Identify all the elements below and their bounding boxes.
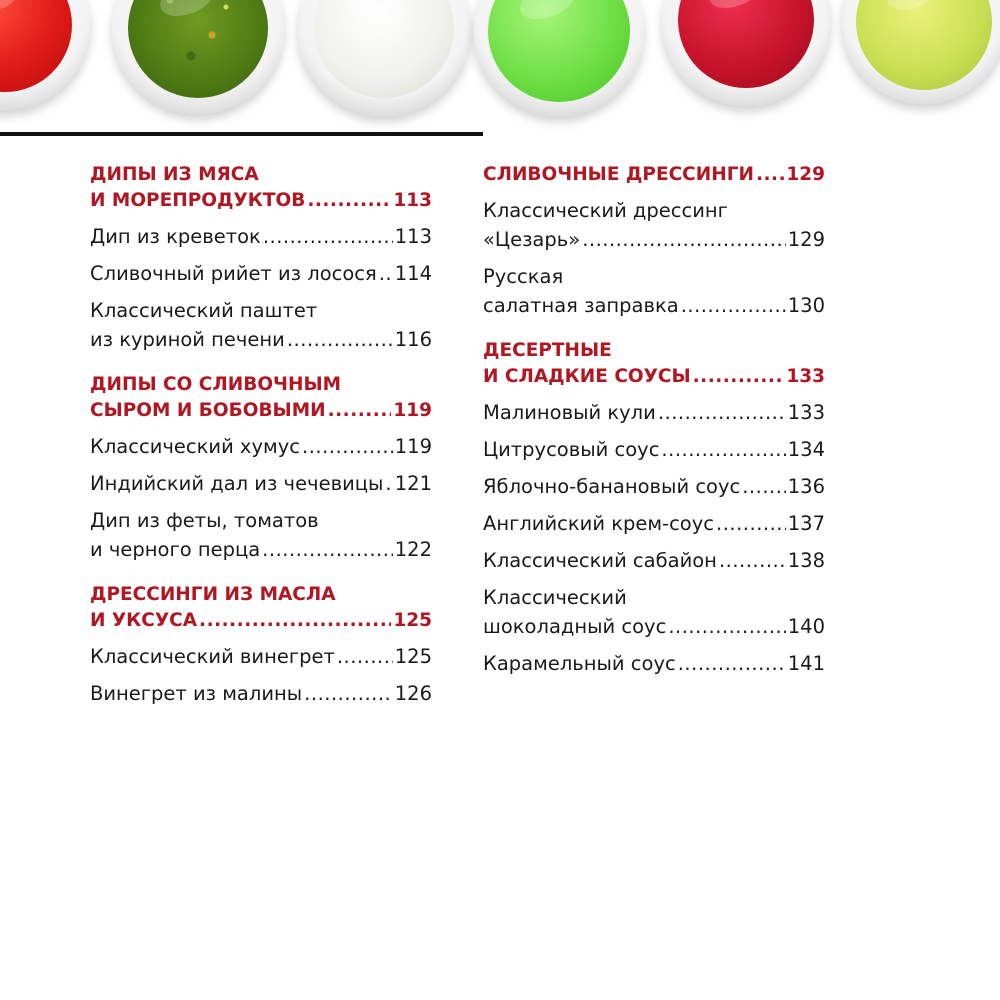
page-number: 122 [394, 538, 432, 561]
page-number: 133 [786, 366, 825, 387]
page-number: 129 [787, 228, 825, 251]
toc-entry: Классический сабайон ..... 138 [483, 546, 825, 575]
sauce-bowls-banner [0, 0, 1000, 130]
section-heading-cream-cheese-bean-dips: ДИПЫ СО СЛИВОЧНЫМ СЫРОМ И БОБОВЫМИ ..... 119 [90, 372, 432, 424]
toc-entry: Цитрусовый соус ..... 134 [483, 435, 825, 464]
toc-entry: Дип из феты, томатов и черного перца ..... 122 [90, 506, 432, 564]
toc-entry: Малиновый кули ..... 133 [483, 398, 825, 427]
bowl-white-sauce [298, 0, 470, 116]
page-number: 140 [787, 615, 825, 638]
toc-entry: Дип из креветок ..... 113 [90, 222, 432, 251]
bowl-herb-sauce [112, 0, 284, 114]
section-heading-creamy-dressings: СЛИВОЧНЫЕ ДРЕССИНГИ ..... 129 [483, 162, 825, 188]
page-number: 125 [394, 645, 432, 668]
toc-left-column [90, 162, 432, 708]
page-number: 126 [394, 682, 432, 705]
page-number: 113 [393, 190, 432, 211]
toc-entry: Классический дрессинг «Цезарь» ..... 129 [483, 196, 825, 254]
page-number: 119 [394, 435, 432, 458]
page-number: 138 [787, 549, 825, 572]
bowl-guacamole [842, 0, 1000, 104]
page-number: 133 [787, 401, 825, 424]
page-number: 137 [787, 512, 825, 535]
toc-entry: Классический паштет из куриной печени ..... 116 [90, 296, 432, 354]
page-number: 136 [787, 475, 825, 498]
section-heading-dessert-sweet-sauces: ДЕСЕРТНЫЕ И СЛАДКИЕ СОУСЫ ..... 133 [483, 338, 825, 390]
toc-entry: Классический хумус ..... 119 [90, 432, 432, 461]
toc-entry: Классический шоколадный соус ..... 140 [483, 583, 825, 641]
page-number: 114 [394, 262, 432, 285]
bowl-red-sauce [0, 0, 90, 110]
section-heading-meat-seafood-dips: ДИПЫ ИЗ МЯСА И МОРЕПРОДУКТОВ ..... 113 [90, 162, 432, 214]
header-rule [0, 132, 483, 136]
page-number: 116 [394, 328, 432, 351]
page-number: 113 [394, 225, 432, 248]
page-number: 129 [786, 164, 825, 185]
toc-entry: Классический винегрет ..... 125 [90, 642, 432, 671]
page-number: 130 [787, 294, 825, 317]
page-number: 134 [787, 438, 825, 461]
section-heading-oil-vinegar-dressings: ДРЕССИНГИ ИЗ МАСЛА И УКСУСА ..... 125 [90, 582, 432, 634]
page-number: 121 [394, 472, 432, 495]
toc-entry: Яблочно-банановый соус ..... 136 [483, 472, 825, 501]
toc-entry: Винегрет из малины ..... 126 [90, 679, 432, 708]
toc-entry: Русская салатная заправка ..... 130 [483, 262, 825, 320]
toc-right-column [483, 162, 825, 678]
page-number: 141 [787, 652, 825, 675]
page-number: 119 [393, 400, 432, 421]
bowl-ketchup [662, 0, 830, 106]
bowl-green-sauce [474, 0, 644, 116]
toc-entry: Индийский дал из чечевицы ..... 121 [90, 469, 432, 498]
toc-entry: Карамельный соус ..... 141 [483, 649, 825, 678]
page-number: 125 [393, 610, 432, 631]
toc-entry: Английский крем-соус ..... 137 [483, 509, 825, 538]
toc-entry: Сливочный рийет из лосося ..... 114 [90, 259, 432, 288]
